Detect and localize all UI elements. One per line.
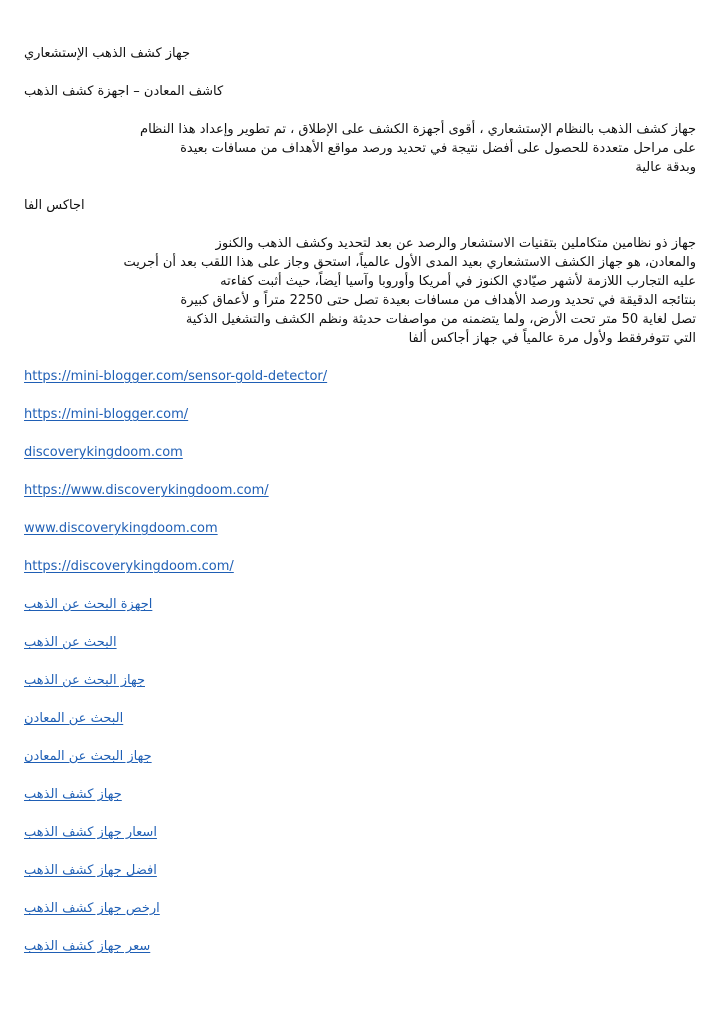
url-link[interactable] xyxy=(24,367,696,386)
arabic-link[interactable]: اسعار جهاز كشف الذهب xyxy=(24,825,157,840)
arabic-link[interactable]: جهاز البحث عن المعادن xyxy=(24,749,152,764)
intro-paragraph xyxy=(24,120,696,177)
body-paragraph xyxy=(24,234,696,348)
body-line: تصل لغاية 50 متر تحت الأرض، ولما يتضمنه من مواصفات حديثة ونظم الكشف والتشغيل الذكية xyxy=(185,312,696,327)
url-link-text: https://mini-blogger.com/ xyxy=(24,407,189,422)
url-link[interactable] xyxy=(24,481,696,500)
body-line: بنتائجه الدقيقة في تحديد ورصد الأهداف من مسافات بعيدة تصل حتى 2250 متراً و لأعماق كبيرة xyxy=(180,293,696,308)
url-link[interactable] xyxy=(24,519,696,538)
intro-line: جهاز كشف الذهب بالنظام الإستشعاري ، أقوى أجهزة الكشف على الإطلاق ، تم تطوير وإعداد هذا النظام xyxy=(140,122,696,137)
document-subtitle: كاشف المعادن – اجهزة كشف الذهب xyxy=(24,84,224,99)
url-link[interactable] xyxy=(24,557,696,576)
body-line: عليه التجارب اللازمة لأشهر صيّادي الكنوز في أمريكا وأوروبا وآسيا أيضاً، حيث أثبت كفاءته xyxy=(220,274,696,289)
arabic-link[interactable]: جهاز البحث عن الذهب xyxy=(24,673,145,688)
arabic-link[interactable]: افضل جهاز كشف الذهب xyxy=(24,863,157,878)
document-page xyxy=(24,44,696,975)
url-link-text: https://mini-blogger.com/sensor-gold-detector/ xyxy=(24,369,328,384)
url-link[interactable] xyxy=(24,405,696,424)
section-heading: اجاكس الفا xyxy=(24,198,85,213)
body-line: جهاز ذو نظامين متكاملين بتقنيات الاستشعار والرصد عن بعد لتحديد وكشف الذهب والكنوز xyxy=(215,236,696,251)
arabic-link[interactable]: البحث عن الذهب xyxy=(24,635,117,650)
url-link-text: discoverykingdoom.com xyxy=(24,445,183,460)
arabic-link[interactable]: اجهزة البحث عن الذهب xyxy=(24,597,153,612)
arabic-link[interactable]: ارخص جهاز كشف الذهب xyxy=(24,901,160,916)
intro-line: وبدقة عالية xyxy=(635,160,696,175)
body-line: والمعادن، هو جهاز الكشف الاستشعاري بعيد المدى الأول عالمياً، استحق وجاز على هذا اللقب بعد أن أجريت xyxy=(123,255,696,270)
arabic-link[interactable]: جهاز كشف الذهب xyxy=(24,787,122,802)
intro-line: على مراحل متعددة للحصول على أفضل نتيجة في تحديد ورصد مواقع الأهداف من مسافات بعيدة xyxy=(180,141,696,156)
body-line: التي تتوفرفقط ولأول مرة عالمياً في جهاز أجاكس ألفا xyxy=(408,331,696,346)
arabic-link[interactable]: البحث عن المعادن xyxy=(24,711,124,726)
url-link[interactable] xyxy=(24,443,696,462)
url-link-text: https://www.discoverykingdoom.com/ xyxy=(24,483,269,498)
url-link-text: https://discoverykingdoom.com/ xyxy=(24,559,234,574)
arabic-link[interactable]: سعر جهاز كشف الذهب xyxy=(24,939,151,954)
url-link-text: www.discoverykingdoom.com xyxy=(24,521,218,536)
document-title: جهاز كشف الذهب الإستشعاري xyxy=(24,46,191,61)
